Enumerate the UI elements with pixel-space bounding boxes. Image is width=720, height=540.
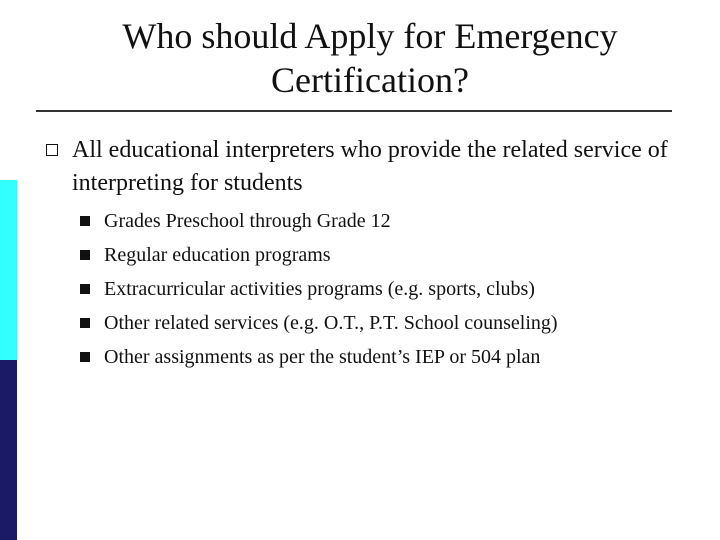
main-point-text: All educational interpreters who provide the related service of interpreting for students <box>72 137 668 196</box>
filled-square-bullet-icon <box>80 216 90 226</box>
list-item-text: Grades Preschool through Grade 12 <box>104 210 391 232</box>
side-accent-navy <box>0 360 17 540</box>
title-line-2: Certification? <box>271 60 469 100</box>
filled-square-bullet-icon <box>80 318 90 328</box>
list-item <box>80 306 700 340</box>
list-item-text: Extracurricular activities programs (e.g. sports, clubs) <box>104 278 535 300</box>
list-item <box>80 204 700 238</box>
main-bullet-point <box>46 134 686 200</box>
filled-square-bullet-icon <box>80 250 90 260</box>
list-item-text: Other related services (e.g. O.T., P.T. School counseling) <box>104 312 558 334</box>
list-item-text: Regular education programs <box>104 244 331 266</box>
title-line-1: Who should Apply for Emergency <box>122 16 618 56</box>
slide-title <box>40 14 700 102</box>
filled-square-bullet-icon <box>80 352 90 362</box>
list-item-text: Other assignments as per the student’s IEP or 504 plan <box>104 346 541 368</box>
list-item <box>80 340 700 374</box>
list-item <box>80 238 700 272</box>
side-accent-cyan <box>0 180 17 360</box>
title-divider <box>36 110 672 112</box>
side-accent-top <box>0 0 17 180</box>
hollow-square-bullet-icon <box>46 144 58 156</box>
sub-bullet-list <box>80 204 700 374</box>
list-item <box>80 272 700 306</box>
filled-square-bullet-icon <box>80 284 90 294</box>
